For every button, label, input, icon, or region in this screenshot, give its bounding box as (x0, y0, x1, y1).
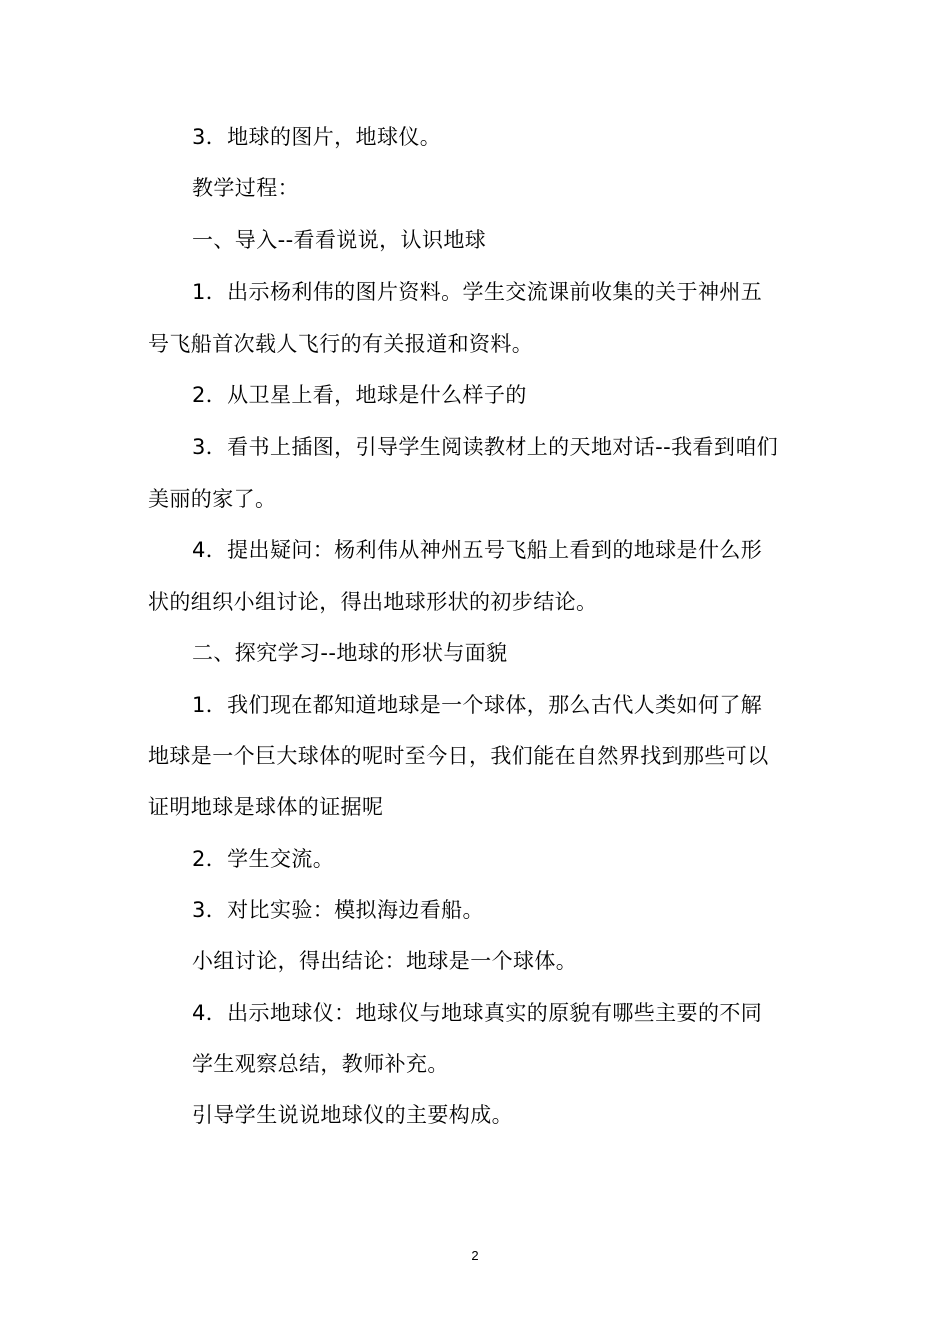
text-line: 2．学生交流。 (192, 847, 335, 871)
section-heading: 一、导入--看看说说，认识地球 (192, 228, 487, 252)
text-line: 4．提出疑问：杨利伟从神州五号飞船上看到的地球是什么形 (192, 538, 763, 562)
section-heading: 二、探究学习--地球的形状与面貌 (192, 641, 508, 665)
text-line: 1．我们现在都知道地球是一个球体，那么古代人类如何了解 (192, 693, 763, 717)
text-line: 1．出示杨利伟的图片资料。学生交流课前收集的关于神州五 (192, 280, 763, 304)
text-line: 3．看书上插图，引导学生阅读教材上的天地对话--我看到咱们 (192, 435, 779, 459)
text-line: 4．出示地球仪：地球仪与地球真实的原貌有哪些主要的不同 (192, 1001, 763, 1025)
text-line: 2．从卫星上看，地球是什么样子的 (192, 383, 527, 407)
text-line: 地球是一个巨大球体的呢时至今日，我们能在自然界找到那些可以 (148, 744, 769, 768)
text-line: 引导学生说说地球仪的主要构成。 (192, 1103, 513, 1127)
text-line: 3．对比实验：模拟海边看船。 (192, 898, 484, 922)
text-line: 状的组织小组讨论，得出地球形状的初步结论。 (148, 590, 598, 614)
text-line: 教学过程： (192, 176, 299, 200)
text-line: 学生观察总结，教师补充。 (192, 1052, 449, 1076)
text-line: 3．地球的图片，地球仪。 (192, 125, 442, 149)
text-line: 美丽的家了。 (148, 487, 277, 511)
page-number: 2 (471, 1248, 479, 1263)
text-line: 小组讨论，得出结论：地球是一个球体。 (192, 949, 578, 973)
text-line: 证明地球是球体的证据呢 (148, 795, 384, 819)
text-line: 号飞船首次载人飞行的有关报道和资料。 (148, 332, 534, 356)
